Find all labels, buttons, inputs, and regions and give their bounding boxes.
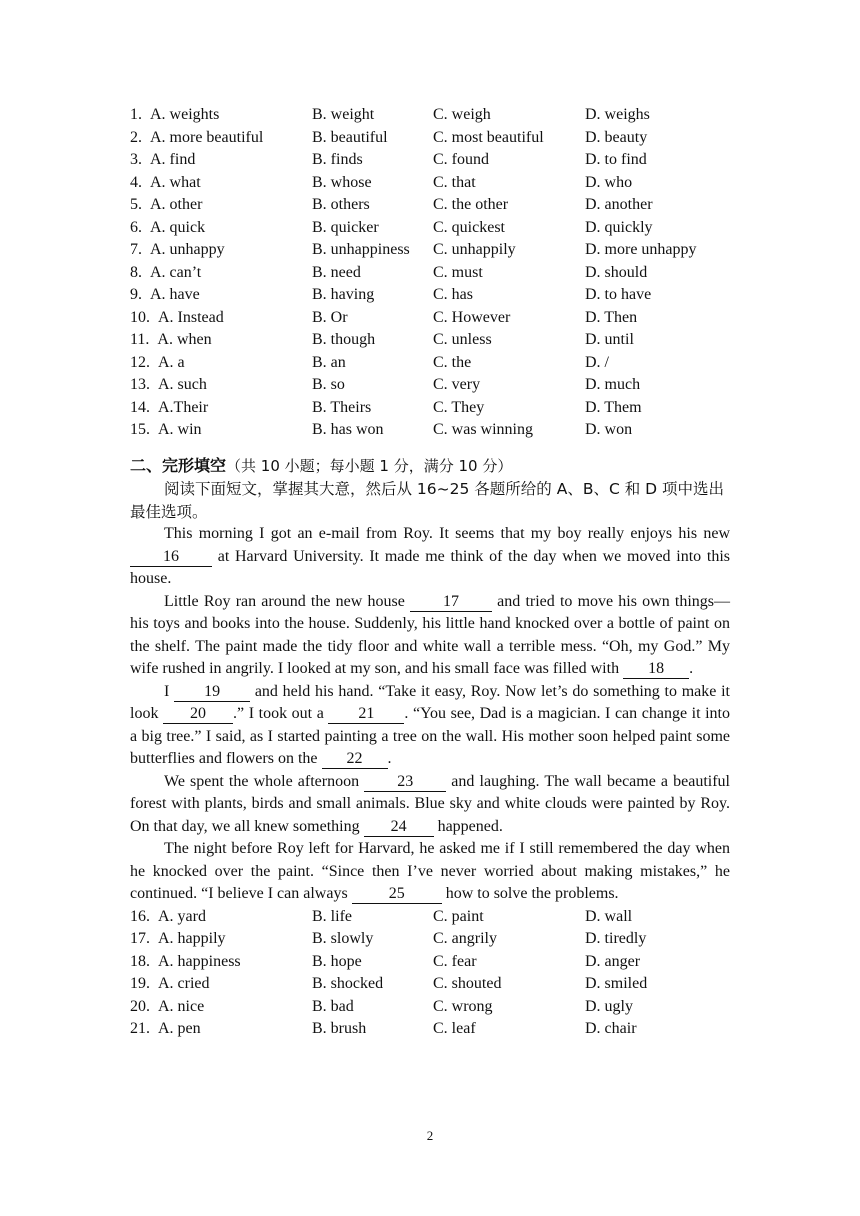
passage-paragraph [130,771,730,839]
option-d: D. until [585,331,634,348]
section-scoring-note: （共 10 小题；每小题 1 分，满分 10 分） [226,456,513,475]
option-c: C. has [433,286,473,303]
question-row [130,239,730,262]
option-a-text: A. quick [150,218,206,236]
page-number: 2 [426,1128,434,1143]
option-b: B. shocked [312,975,384,992]
option-a [130,194,312,217]
passage-text: and held his hand. “Take it easy, Roy. Now let’s do something to make it look [130,682,731,722]
question-number: 21. [130,1020,150,1037]
question-number: 11. [130,331,150,348]
option-b: B. finds [312,151,363,168]
option-a-text: A. win [158,421,202,438]
option-b: B. life [312,907,352,925]
option-a [130,951,312,974]
passage-text: how to solve the problems. [441,885,619,902]
option-d: D. Then [585,308,638,326]
option-a [130,127,312,150]
question-number: 17. [130,930,150,947]
question-row [130,127,730,150]
option-a-text: A. other [150,196,203,213]
option-c: C. that [433,173,476,191]
option-a-text: A. what [150,173,201,191]
option-b: B. hope [312,952,362,970]
question-number: 8. [130,263,142,281]
option-b: B. beautiful [312,128,388,146]
option-a [130,397,312,420]
option-a [130,1018,312,1041]
option-c: C. fear [433,952,477,970]
question-row [130,172,730,195]
option-b: B. unhappiness [312,241,410,258]
option-a [130,374,312,397]
option-d: D. anger [585,952,641,970]
question-row [130,951,730,974]
option-a [130,239,312,262]
option-b: B. Theirs [312,398,372,416]
option-a [130,172,312,195]
question-row [130,973,730,996]
option-d: D. ugly [585,997,633,1015]
option-d: D. won [585,421,633,438]
option-a [130,928,312,951]
question-row [130,906,730,929]
option-c: C. found [433,151,489,168]
option-a [130,973,312,996]
passage-text: at Harvard University. It made me think of the day when we moved into this house. [130,547,730,587]
option-b: B. though [312,331,376,348]
question-number: 10. [130,308,150,326]
blank-23: 23 [364,773,446,792]
option-a-text: A. when [157,331,212,348]
option-a [130,217,312,240]
option-a-text: A. more beautiful [150,128,264,146]
option-d: D. should [585,263,648,281]
document-page [130,104,730,1041]
option-a [130,996,312,1019]
option-c: C. unless [433,331,492,348]
question-number: 20. [130,997,150,1015]
option-c: C. However [433,308,511,326]
passage-text: and tried to move his own things—his toys and books into the house. Suddenly, his little hand knocked over a bottle of paint on the shelf. The paint made the tidy floor and white wall a terrible mess. “Oh, my God.” My wife rushed in angrily. I looked at my son, and his small face was filled with [130,592,730,677]
question-number: 16. [130,907,150,925]
option-b: B. brush [312,1020,367,1037]
question-number: 1. [130,106,142,123]
question-row [130,217,730,240]
question-row [130,262,730,285]
question-row [130,374,730,397]
option-a-text: A.Their [158,398,209,416]
option-c: C. wrong [433,997,493,1015]
question-number: 6. [130,218,142,236]
passage-text: We spent the whole afternoon [164,772,365,790]
option-a [130,906,312,929]
question-number: 7. [130,241,142,258]
option-a-text: A. cried [158,975,210,992]
question-row [130,104,730,127]
option-c: C. unhappily [433,241,516,258]
option-a [130,284,312,307]
question-row [130,928,730,951]
question-number: 4. [130,173,142,191]
option-d: D. chair [585,1020,637,1037]
blank-19: 19 [174,683,250,702]
option-b: B. having [312,286,375,303]
question-row [130,307,730,330]
option-b: B. quicker [312,218,379,236]
option-a [130,307,312,330]
option-a-text: A. a [158,353,185,371]
option-c: C. very [433,376,481,393]
option-a-text: A. Instead [158,308,224,326]
option-c: C. shouted [433,975,502,992]
option-c: C. the other [433,196,509,213]
option-b: B. bad [312,997,354,1015]
option-d: D. / [585,353,609,371]
option-d: D. to have [585,286,652,303]
section-heading [130,455,730,479]
option-a [130,419,312,442]
question-row [130,194,730,217]
option-b: B. so [312,376,345,393]
option-d: D. to find [585,151,647,168]
option-b: B. slowly [312,930,374,947]
option-a [130,329,312,352]
passage-text: Little Roy ran around the new house [164,592,410,610]
blank-25: 25 [352,885,442,904]
option-d: D. much [585,376,641,393]
question-row [130,1018,730,1041]
option-c: C. the [433,353,472,371]
option-a-text: A. can’t [150,263,202,281]
option-d: D. quickly [585,218,653,236]
question-row [130,397,730,420]
question-options-list-1-15 [130,104,730,442]
passage-text: . [387,750,392,767]
question-number: 3. [130,151,142,168]
option-a-text: A. weights [150,106,220,123]
option-c: C. leaf [433,1020,476,1037]
question-row [130,352,730,375]
question-number: 2. [130,128,142,146]
blank-20: 20 [163,705,233,724]
passage-text: . [689,660,694,677]
option-a-text: A. nice [158,997,205,1015]
passage-paragraph [130,591,730,681]
option-a-text: A. unhappy [150,241,225,258]
option-c: C. quickest [433,218,505,236]
option-a [130,104,312,127]
question-number: 19. [130,975,150,992]
passage-text: . “You see, Dad is a magician. I can change it into a big tree.” I said, as I started painting a tree on the wall. His mother soon helped paint some butterflies and flowers on the [130,705,731,767]
option-b: B. others [312,196,370,213]
option-d: D. Them [585,398,642,416]
option-c: C. most beautiful [433,128,544,146]
option-c: C. weigh [433,106,491,123]
blank-18: 18 [623,660,689,679]
option-d: D. smiled [585,975,648,992]
option-a-text: A. pen [158,1020,201,1037]
blank-16: 16 [130,548,212,567]
question-row [130,996,730,1019]
passage-paragraph [130,681,730,771]
option-c: C. They [433,398,485,416]
option-a-text: A. find [150,151,196,168]
passage-text: The night before Roy left for Harvard, he asked me if I still remembered the day when he knocked over the paint. “Since then I’ve never worried about making mistakes,” he continued. “I believe I can always [130,840,730,902]
question-number: 18. [130,952,150,970]
passage-paragraph [130,523,730,591]
passage-text: .” I took out a [233,705,329,722]
option-c: C. paint [433,907,484,925]
option-a-text: A. have [150,286,200,303]
option-a [130,352,312,375]
option-d: D. another [585,196,653,213]
blank-22: 22 [322,750,388,769]
option-b: B. Or [312,308,348,326]
option-d: D. beauty [585,128,648,146]
question-row [130,329,730,352]
passage-text: This morning I got an e-mail from Roy. It seems that my boy really enjoys his new [164,525,730,542]
option-b: B. whose [312,173,372,191]
option-b: B. weight [312,106,375,123]
question-number: 15. [130,421,150,438]
blank-17: 17 [410,593,492,612]
question-options-list-16-21 [130,906,730,1041]
passage-paragraph [130,838,730,906]
question-number: 13. [130,376,150,393]
section-title: 二、完形填空 [130,455,227,475]
passage-text: and laughing. The wall became a beautiful forest with plants, birds and small animals. Blue sky and white clouds were painted by Roy. On that day, we all knew something [130,772,731,835]
option-a-text: A. such [158,376,207,393]
option-d: D. tiredly [585,930,647,947]
section-instruction: 阅读下面短文，掌握其大意，然后从 16~25 各题所给的 A、B、C 和 D 项中选出最佳选项。 [130,480,724,521]
option-a-text: A. yard [158,907,206,925]
blank-21: 21 [328,705,404,724]
passage-text: happened. [433,817,503,835]
question-row [130,284,730,307]
question-row [130,419,730,442]
option-b: B. need [312,263,361,281]
option-a [130,149,312,172]
option-a-text: A. happiness [158,952,241,970]
option-d: D. wall [585,907,633,925]
option-a [130,262,312,285]
option-c: C. angrily [433,930,497,947]
question-row [130,149,730,172]
question-number: 9. [130,286,142,303]
question-number: 14. [130,398,150,416]
blank-24: 24 [364,818,434,837]
passage-text: I [164,682,175,700]
question-number: 5. [130,196,142,213]
question-number: 12. [130,353,150,371]
option-d: D. weighs [585,106,650,123]
option-c: C. must [433,263,483,281]
option-b: B. has won [312,421,384,438]
option-a-text: A. happily [158,930,226,947]
option-b: B. an [312,353,346,371]
option-d: D. more unhappy [585,241,697,258]
option-c: C. was winning [433,421,533,438]
option-d: D. who [585,173,633,191]
